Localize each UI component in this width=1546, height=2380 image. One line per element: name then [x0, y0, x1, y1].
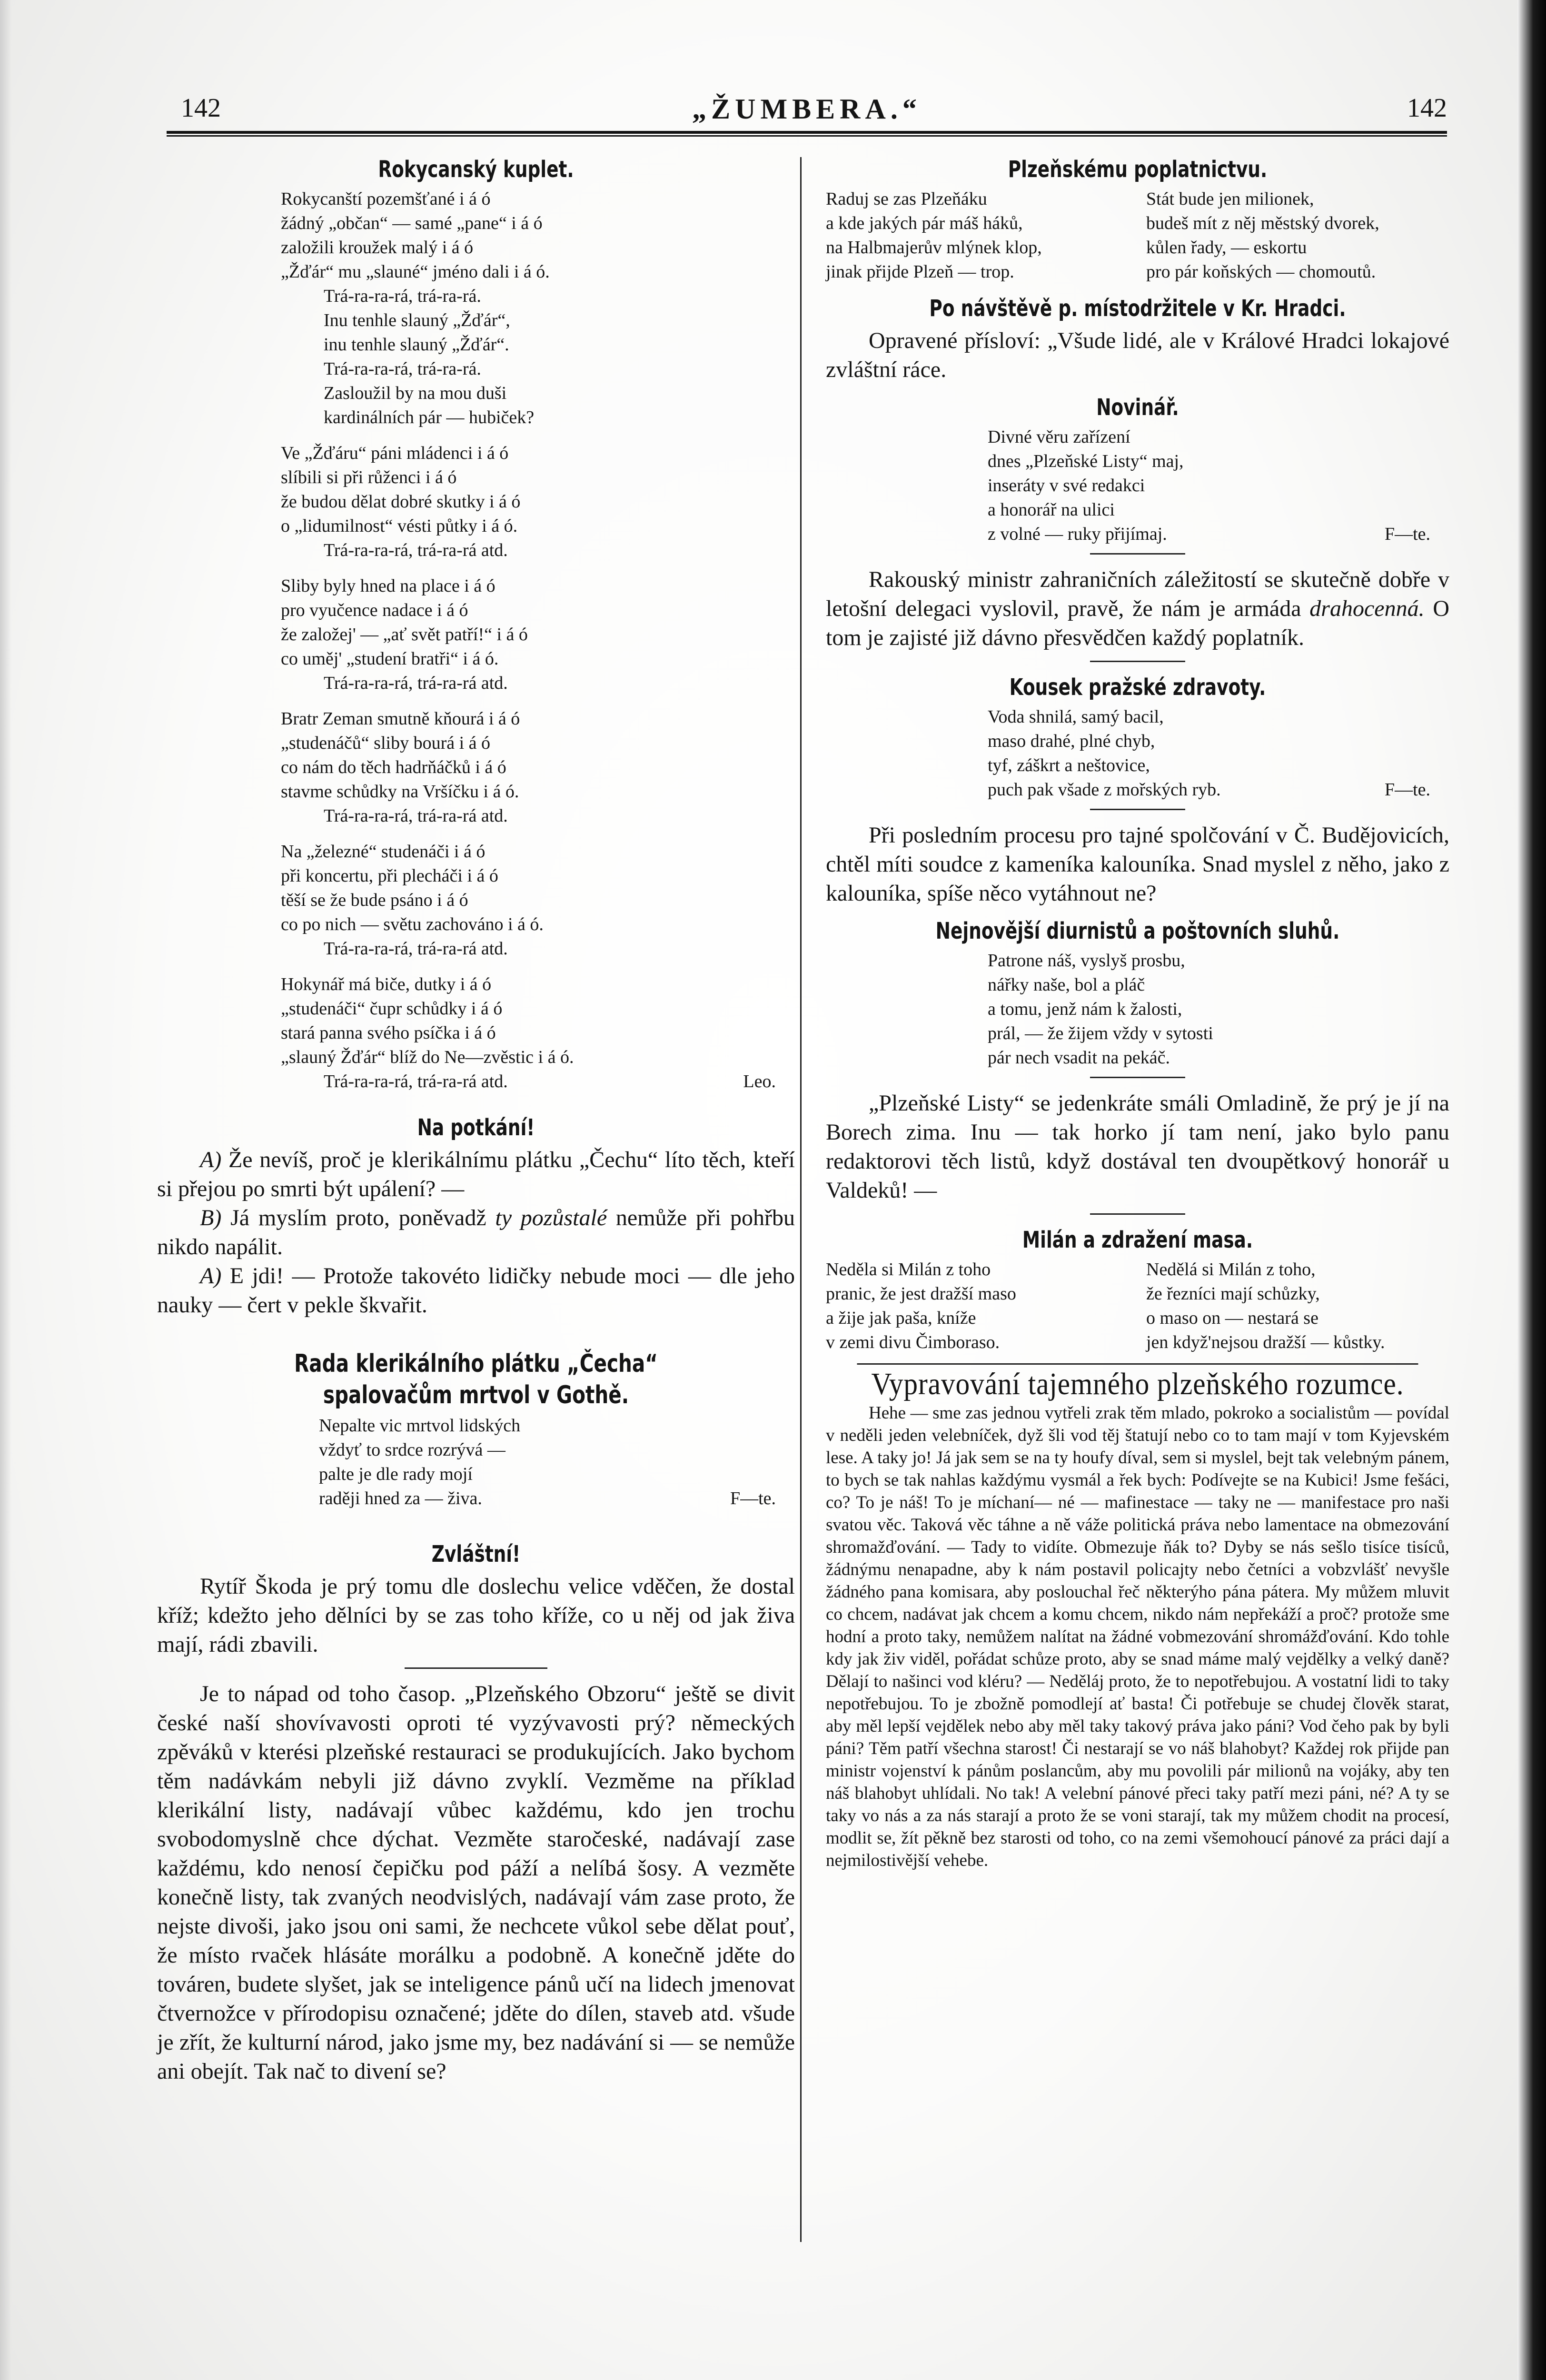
poem-line: Nedělá si Milán z toho,	[1146, 1259, 1316, 1279]
poem-stanza	[281, 574, 795, 695]
article-title: Nejnovější diurnistů a poštovních sluhů.	[935, 918, 1340, 944]
poem-line: že řezníci mají schůzky,	[1146, 1284, 1320, 1304]
article-rada-klerikalniho-platku	[157, 1348, 795, 1511]
article-title: Zvláštní!	[431, 1541, 521, 1567]
poem-line: těší se že bude psáno i á ó	[281, 890, 468, 910]
poem-line: a honorář na ulici	[988, 500, 1115, 520]
dialog-line	[157, 1145, 795, 1203]
article-paragraph: Při posledním procesu pro tajné spolčování v Č. Budějovicích, chtěl míti soudce z kameníka kalouníka. Snad myslel z něho, jako z kalouníka, spíše něco vytáhnout ne?	[826, 823, 1449, 906]
article-signature: F—te.	[1384, 780, 1430, 800]
left-column	[157, 155, 795, 2094]
poem-line: Inu tenhle slauný „Žďár“,	[324, 310, 510, 330]
section-separator	[1090, 553, 1185, 555]
poem-line: co uměj' „studení bratři“ i á ó.	[281, 649, 499, 669]
article-title: Rada klerikálního plátku „Čecha“ spalovačům mrtvol v Gothě.	[294, 1349, 658, 1409]
right-column	[826, 155, 1449, 1872]
dialog-line	[157, 1203, 795, 1261]
poem-stanza	[281, 840, 795, 961]
page-number-right: 142	[1407, 93, 1447, 123]
poem-line: jen když'nejsou dražší — kůstky.	[1146, 1332, 1385, 1352]
article-rakousky-ministr	[826, 565, 1449, 662]
poem-line: Zasloužil by na mou duši	[324, 383, 507, 403]
poem-line: kůlen řady, — eskortu	[1146, 238, 1307, 258]
poem-line: na Halbmajerův mlýnek klop,	[826, 238, 1042, 258]
poem-line: raději hned za — živa.	[319, 1488, 482, 1508]
poem-stanza	[281, 187, 795, 430]
article-title: Po návštěvě p. místodržitele v Kr. Hradci.	[929, 295, 1346, 322]
article-nejnovejsi-diurnistu	[826, 916, 1449, 1078]
poem-line: Trá-ra-ra-rá, trá-ra-rá atd.	[324, 939, 508, 959]
poem-line: Na „železné“ studenáči i á ó	[281, 842, 486, 862]
speaker-label: A)	[200, 1147, 222, 1172]
section-separator	[1090, 1077, 1185, 1078]
article-rokycansky-kuplet	[157, 155, 795, 1094]
article-milan	[826, 1225, 1449, 1355]
article-title: Rokycanský kuplet.	[378, 156, 574, 183]
poem-body	[281, 187, 795, 1094]
poem-stanza	[281, 441, 795, 563]
poem-body	[988, 949, 1449, 1070]
poem-line: stavme schůdky na Vršíčku i á ó.	[281, 782, 519, 802]
poem-line: „studenáči“ čupr schůdky i á ó	[281, 999, 503, 1019]
poem-line: puch pak všade z mořských ryb.	[988, 780, 1221, 800]
paragraph-text: O tom je zajisté již dávno přesvědčen každý poplatník.	[826, 596, 1449, 650]
dialog-text: E jdi! — Protože takovéto lidičky nebude moci — dle jeho nauky — čert v pekle škvařit.	[157, 1263, 795, 1318]
poem-line: Hokynář má biče, dutky i á ó	[281, 974, 492, 994]
dialog-italic: ty pozůstalé	[495, 1205, 607, 1230]
article-kousek-prazske-zdravoty	[826, 673, 1449, 810]
article-paragraph: Hehe — sme zas jednou vytřeli zrak těm mlado, pokroko a socialistům — povídal v neděli jeden velebníček, dyž šli vod těj štatují nebo co to tam mají v tom Kyjevském lese. A taky jo! Já jak sem se na ty houfy díval, sem si myslel, bejt tak velebným pánem, to bych se tak nahlas každýmu vysmál a řek bych: Podívejte se na Kubici! Jsme fešáci, co? To je náš! To je míchaní— né — mafinestace — taky ne — manifestace pro naši svatou věc. Taková věc táhne a ně váže politická práva nebo lamentace na obmezování shromažďování. — Tady to vidíte. Obmezuje ňák to? Dyby se nás sešlo tisíce tisíců, žádnýmu nenapadne, aby k nám postavil policajty nebo četníci a vobzvlášť nevyšle žádného pana komisara, aby poslouchal řeč některýho pána pátera. My můžem mluvit co chcem, nadávat jak chcem a komu chcem, nikdo nám nepřekáží a proč? protože sme hodní a proto taky, nemůžem nalítat na žádné vobmezování shromážďování. Kdo tohle kdy jak živ viděl, pořádat schůze proto, aby se snad máme malý vejdělky a velký daně? Dělají to našinci vod kléru? — Neděláj proto, že to nepotřebujou. A vostatní lidi to taky nepotřebujou. To je zbožně pomodlejí ať basta! Či potřebuje se chudej člověk starat, aby měl lepší vejdělek nebo aby měl taky takový práva jako páni? Vod čeho pak by byli páni? Těm patří všechna starost! Či nestarají se vo náš blahobyt? Každej rok přijde pan ministr vojenství k pánům poslancům, aby mu povolili pár milionů na vojáky, aby ten náš blahobyt uhlídali. No tak! A velební pánové přeci taky patří mezi páni, né? A ty se taky vo nás a za nás starají a proto že se voni starají, tak my můžem chodit na procesí, modlit se, žít pěkně bez starosti od toho, co na zemi všemohoucí pánové za práci dají a nejmilostivější vehebe.	[826, 1403, 1449, 1870]
poem-line: Trá-ra-ra-rá, trá-ra-rá.	[324, 286, 481, 306]
poem-line: Bratr Zeman smutně kňourá i á ó	[281, 709, 520, 729]
article-vypravovani	[826, 1363, 1449, 1872]
poem-line: vždyť to srdce rozrývá —	[319, 1440, 505, 1460]
poem-line: Neděla si Milán z toho	[826, 1259, 991, 1279]
poem-line: Rokycanští pozemšťané i á ó	[281, 189, 491, 209]
dialog-line	[157, 1261, 795, 1319]
article-po-navsteve	[826, 294, 1449, 384]
article-title: Vypravování tajemného plzeňského rozumce.	[857, 1363, 1418, 1399]
poem-line: budeš mít z něj městský dvorek,	[1146, 213, 1379, 233]
poem-line: Trá-ra-ra-rá, trá-ra-rá atd.	[324, 673, 508, 693]
poem-line: Trá-ra-ra-rá, trá-ra-rá atd.	[324, 806, 508, 826]
poem-line: že založej' — „ať svět patří!“ i á ó	[281, 625, 528, 645]
poem-line: co po nich — světu zachováno i á ó.	[281, 914, 544, 934]
poem-line: pro vyučence nadace i á ó	[281, 600, 468, 620]
poem-line: v zemi divu Čimboraso.	[826, 1332, 1000, 1352]
poem-two-columns	[826, 1258, 1449, 1355]
poem-column	[1146, 187, 1449, 284]
poem-line: „Žďár“ mu „slauné“ jméno dali i á ó.	[281, 262, 550, 282]
article-title: Kousek pražské zdravoty.	[1009, 674, 1266, 701]
poem-line: Trá-ra-ra-rá, trá-ra-rá atd.	[324, 1071, 508, 1091]
poem-line: Trá-ra-ra-rá, trá-ra-rá atd.	[324, 540, 508, 560]
poem-line: při koncertu, při plecháči i á ó	[281, 866, 498, 886]
article-budejovice	[826, 821, 1449, 908]
poem-line: Stát bude jen milionek,	[1146, 189, 1314, 209]
article-paragraph: Rytíř Škoda je prý tomu dle doslechu velice vděčen, že dostal kříž; kdežto jeho dělníci by se zas toho kříže, co u něj od jak živa mají, rádi zbavili.	[157, 1574, 795, 1657]
section-separator	[405, 1667, 547, 1669]
poem-line: Patrone náš, vyslyš prosbu,	[988, 951, 1185, 971]
poem-line: pár nech vsadit na pekáč.	[988, 1048, 1170, 1068]
poem-line: jinak přijde Plzeň — trop.	[826, 262, 1014, 282]
dialog-text: Já myslím proto, poněvadž	[221, 1205, 496, 1230]
poem-line: o „lidumilnost“ vésti půtky i á ó.	[281, 516, 518, 536]
poem-line: Voda shnilá, samý bacil,	[988, 707, 1164, 727]
scan-edge-right	[1517, 0, 1546, 2380]
article-na-potkani	[157, 1113, 795, 1319]
poem-column	[1146, 1258, 1449, 1355]
article-title: Milán a zdražení masa.	[1022, 1227, 1253, 1253]
article-signature: F—te.	[1384, 524, 1430, 544]
poem-line: inseráty v své redakci	[988, 476, 1145, 496]
article-paragraph: „Plzeňské Listy“ se jedenkráte smáli Omladině, že prý je jí na Borech zima. Inu — tak horko jí tam není, jako bylo panu redaktorovi těch listů, když dostával ten dvoupětkový honorář u Valdeků! —	[826, 1091, 1449, 1203]
dialog-text: Že nevíš, proč je klerikálnímu plátku „Čechu“ líto těch, kteří si přejou po smrti být upálení? —	[157, 1147, 795, 1201]
masthead-title: „ŽUMBERA.“	[692, 93, 922, 125]
section-separator	[1090, 1213, 1185, 1215]
poem-line: pro pár koňských — chomoutů.	[1146, 262, 1376, 282]
poem-column	[826, 187, 1129, 284]
poem-line: a kde jakých pár máš háků,	[826, 213, 1023, 233]
poem-line: Divné věru zařízení	[988, 427, 1130, 447]
poem-line: pranic, že jest dražší maso	[826, 1284, 1016, 1304]
poem-line: Nepalte vic mrtvol lidských	[319, 1416, 521, 1436]
poem-line: prál, — že žijem vždy v sytosti	[988, 1023, 1213, 1043]
poem-line: nářky naše, bol a pláč	[988, 975, 1145, 995]
poem-line: palte je dle rady mojí	[319, 1464, 473, 1484]
speaker-label: B)	[200, 1205, 222, 1230]
paragraph-text: Rakouský ministr zahraničních záležitostí se skutečně dobře v letošní delegaci vyslovil, pravě, že nám je armáda	[826, 567, 1449, 621]
poem-line: že budou dělat dobré skutky i á ó	[281, 492, 521, 512]
poem-line: slíbili si při růženci i á ó	[281, 467, 457, 487]
poem-stanza	[281, 707, 795, 828]
poem-line: maso drahé, plné chyb,	[988, 731, 1155, 751]
article-title: Na potkání!	[417, 1114, 535, 1141]
article-title: Plzeňskému poplatnictvu.	[1008, 156, 1268, 183]
article-plzenskemu-poplatnictvu	[826, 155, 1449, 284]
column-divider	[800, 157, 802, 2242]
poem-line: založili kroužek malý i á ó	[281, 238, 474, 258]
speaker-label: A)	[200, 1263, 222, 1289]
section-separator	[1090, 661, 1185, 662]
article-signature: F—te.	[730, 1488, 776, 1508]
poem-line: a tomu, jenž nám k žalosti,	[988, 999, 1182, 1019]
article-omladine	[826, 1089, 1449, 1215]
poem-line: Sliby byly hned na place i á ó	[281, 576, 496, 596]
poem-column	[826, 1258, 1129, 1355]
poem-line: kardinálních pár — hubiček?	[324, 407, 535, 427]
poem-line: Trá-ra-ra-rá, trá-ra-rá.	[324, 359, 481, 379]
poem-line: Raduj se zas Plzeňáku	[826, 189, 987, 209]
poem-line: tyf, záškrt a neštovice,	[988, 755, 1150, 775]
poem-line: „slauný Žďár“ blíž do Ne—zvěstic i á ó.	[281, 1047, 574, 1067]
page-number-left: 142	[181, 93, 221, 123]
poem-line: žádný „občan“ — samé „pane“ i á ó	[281, 213, 543, 233]
poem-line: o maso on — nestará se	[1146, 1308, 1318, 1328]
poem-line: z volné — ruky přijímaj.	[988, 524, 1167, 544]
scan-edge-left	[0, 0, 11, 2380]
poem-two-columns	[826, 187, 1449, 284]
poem-line: a žije jak paša, kníže	[826, 1308, 976, 1328]
paragraph-italic: drahocenná.	[1309, 596, 1425, 621]
dialog-text: nemůže při pohřbu nikdo napálit.	[157, 1205, 795, 1259]
poem-line: stará panna svého psíčka i á ó	[281, 1023, 496, 1043]
poem-line: inu tenhle slauný „Žďár“.	[324, 335, 509, 355]
poem-line: „studenáčů“ sliby bourá i á ó	[281, 733, 491, 753]
article-novinar	[826, 393, 1449, 555]
poem-line: dnes „Plzeňské Listy“ maj,	[988, 451, 1184, 471]
header-rule	[167, 131, 1447, 137]
poem-line: Ve „Žďáru“ páni mládenci i á ó	[281, 443, 509, 463]
article-paragraph: Je to nápad od toho časop. „Plzeňského Obzoru“ ještě se divit české naší shovívavosti oproti té vyzývavosti prý? německých zpěváků v kterési plzeňské restauraci se produkujících. Jako bychom těm nadávkám nebyli již dávno zvyklí. Vezměme na příklad klerikální listy, nadávají vůbec každému, kdo jen trochu svobodomyslně chce dýchat. Vezměte staročeské, nadávají zase každému, kdo nenosí čepičku pod páží a nelíbá šosy. A vezměte konečně listy, tak zvaných neodvislých, nadávají vám zase proto, že nejste divoši, jako jsou oni sami, že nechcete vůkol sebe dělat pouť, že místo rvaček hlásáte morálku a podobně. A konečně jděte do továren, budete slyšet, jak se inteligence pánů učí na lidech jmenovat čtvernožce v přírodopisu označené; jděte do dílen, staveb atd. všude je zřít, že kulturní národ, jako jsme my, bez nadávání si — se nemůže ani obejít. Tak nač to divení se?	[157, 1681, 795, 2084]
page-header	[167, 93, 1447, 131]
article-paragraph	[826, 565, 1449, 652]
section-separator	[1090, 809, 1185, 810]
article-title: Novinář.	[1096, 394, 1179, 421]
poem-line: co nám do těch hadrňáčků i á ó	[281, 757, 506, 777]
article-signature: Leo.	[743, 1071, 776, 1091]
article-paragraph: Opravené přísloví: „Všude lidé, ale v Králové Hradci lokajové zvláštní ráce.	[826, 328, 1449, 382]
article-zvlastni	[157, 1539, 795, 2086]
